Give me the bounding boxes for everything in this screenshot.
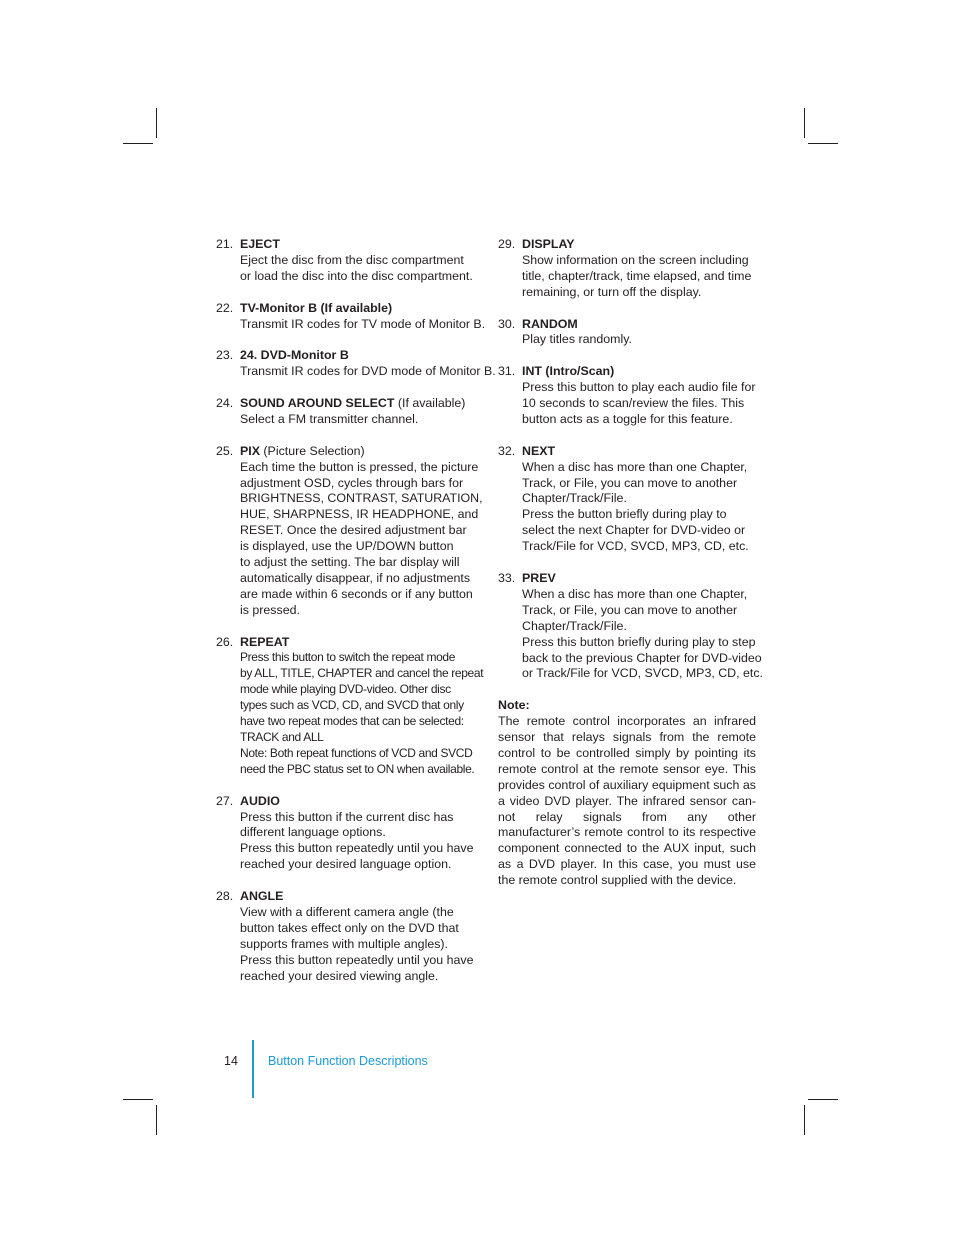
item-number: 30. <box>498 316 516 331</box>
item-description <box>216 253 492 285</box>
function-item <box>216 396 492 428</box>
function-item <box>216 889 492 984</box>
description-line: Track/File for VCD, SVCD, MP3, CD, etc. <box>522 539 749 554</box>
item-heading <box>498 571 756 587</box>
description-line: Select a FM transmitter channel. <box>240 411 419 426</box>
page-number: 14 <box>224 1054 238 1068</box>
item-title: EJECT <box>240 237 280 251</box>
function-item <box>216 794 492 874</box>
description-line: button takes effect only on the DVD that <box>240 920 459 935</box>
description-line: Each time the button is pressed, the picture <box>240 459 479 474</box>
item-description <box>216 317 492 333</box>
description-line: button acts as a toggle for this feature. <box>522 411 733 426</box>
item-heading <box>216 396 492 412</box>
description-line: different language options. <box>240 825 386 840</box>
crop-mark <box>156 108 157 138</box>
description-line: 10 seconds to scan/review the files. This <box>522 396 745 411</box>
description-line: need the PBC status set to ON when available. <box>240 761 475 776</box>
item-title: 24. DVD-Monitor B <box>240 348 349 363</box>
description-line: Play titles randomly. <box>522 332 632 347</box>
description-line: Press the button briefly during play to <box>522 507 727 522</box>
description-line: Note: Both repeat functions of VCD and SVCD <box>240 745 473 760</box>
description-line: or Track/File for VCD, SVCD, MP3, CD, etc. <box>522 666 763 681</box>
footer-divider <box>252 1040 254 1098</box>
function-item <box>216 237 492 285</box>
item-title: INT (Intro/Scan) <box>522 364 615 379</box>
item-number: 21. <box>216 237 234 251</box>
item-heading <box>216 444 492 460</box>
description-line: Press this button to play each audio file for <box>522 380 756 395</box>
item-number: 22. <box>216 300 234 315</box>
description-line: or load the disc into the disc compartment. <box>240 268 473 283</box>
description-line: Track, or File, you can move to another <box>522 475 738 490</box>
item-description <box>498 332 756 348</box>
description-line: is displayed, use the UP/DOWN button <box>240 539 454 554</box>
description-line: View with a different camera angle (the <box>240 904 454 919</box>
description-line: select the next Chapter for DVD-video or <box>522 523 746 538</box>
description-line: by ALL, TITLE, CHAPTER and cancel the repeat <box>240 666 484 681</box>
description-line: have two repeat modes that can be selected: <box>240 714 464 729</box>
item-heading <box>216 237 492 253</box>
item-heading <box>498 364 756 380</box>
item-heading <box>216 301 492 317</box>
description-line: Show information on the screen including <box>522 252 749 267</box>
function-item <box>498 317 756 349</box>
right-column <box>498 237 763 889</box>
item-description <box>498 380 756 428</box>
description-line: Transmit IR codes for DVD mode of Monitor B. <box>240 364 496 379</box>
item-title: SOUND AROUND SELECT <box>240 396 395 411</box>
function-item <box>216 444 492 619</box>
item-number: 33. <box>498 570 516 585</box>
description-line: Track, or File, you can move to another <box>522 602 738 617</box>
item-number: 32. <box>498 443 516 458</box>
description-line: Press this button to switch the repeat mode <box>240 650 456 665</box>
function-item <box>216 301 492 333</box>
note-heading: Note: <box>498 698 530 713</box>
note-block <box>498 698 756 889</box>
item-title-suffix: (If available) <box>394 396 466 411</box>
description-line: is pressed. <box>240 602 300 617</box>
description-line: When a disc has more than one Chapter, <box>522 459 748 474</box>
item-heading <box>216 794 492 810</box>
item-description <box>498 586 763 682</box>
description-line: mode while playing DVD-video. Other disc <box>240 682 451 697</box>
description-line: are made within 6 seconds or if any button <box>240 586 473 601</box>
function-item <box>216 348 496 380</box>
item-title: NEXT <box>522 443 556 458</box>
crop-mark <box>808 143 838 144</box>
note-text: The remote control incorporates an infrared sensor that relays signals from the remote control to be controlled simply by pointing its remote control at the remote sensor eye. This provides control of auxiliary equipment such as a video DVD player. The infrared sensor can-not relay signals from any other manufacturer’s remote control to its respective component connected to the AUX input, such as a DVD player. In this case, you must use the remote control supplied with the device. <box>498 714 756 888</box>
crop-mark <box>808 1099 838 1100</box>
description-line: BRIGHTNESS, CONTRAST, SATURATION, <box>240 491 483 506</box>
description-line: supports frames with multiple angles). <box>240 936 448 951</box>
function-item <box>498 444 756 555</box>
description-line: Press this button briefly during play to step <box>522 634 756 649</box>
item-title-suffix: (Picture Selection) <box>259 443 365 458</box>
item-title: AUDIO <box>240 793 280 808</box>
item-description <box>216 412 492 428</box>
function-item <box>498 237 756 301</box>
section-title: Button Function Descriptions <box>268 1054 428 1068</box>
description-line: HUE, SHARPNESS, IR HEADPHONE, and <box>240 507 479 522</box>
item-number: 28. <box>216 889 234 904</box>
item-number: 25. <box>216 443 234 458</box>
description-line: RESET. Once the desired adjustment bar <box>240 523 467 538</box>
description-line: remaining, or turn off the display. <box>522 284 702 299</box>
function-item <box>216 635 492 778</box>
item-title: ANGLE <box>240 889 284 904</box>
item-title: REPEAT <box>240 634 290 649</box>
item-description <box>498 460 756 555</box>
item-number: 29. <box>498 237 516 251</box>
item-title: RANDOM <box>522 316 578 331</box>
description-line: Chapter/Track/File. <box>522 618 627 633</box>
item-description <box>216 650 492 777</box>
description-line: types such as VCD, CD, and SVCD that only <box>240 698 464 713</box>
description-line: to adjust the setting. The bar display will <box>240 555 460 570</box>
right-items <box>498 237 763 682</box>
description-line: Eject the disc from the disc compartment <box>240 252 464 267</box>
item-number: 26. <box>216 634 234 649</box>
item-description <box>498 253 756 301</box>
description-line: adjustment OSD, cycles through bars for <box>240 475 464 490</box>
item-number: 24. <box>216 396 234 411</box>
description-line: TRACK and ALL <box>240 730 324 745</box>
item-heading <box>216 889 492 905</box>
description-line: automatically disappear, if no adjustments <box>240 570 471 585</box>
item-heading <box>216 635 492 651</box>
item-description <box>216 810 492 874</box>
crop-mark <box>123 143 153 144</box>
item-title: TV-Monitor B (If available) <box>240 300 393 315</box>
item-number: 27. <box>216 793 234 808</box>
item-title: PIX <box>240 443 260 458</box>
item-heading <box>498 237 756 253</box>
function-item <box>498 364 756 428</box>
description-line: Transmit IR codes for TV mode of Monitor B. <box>240 316 486 331</box>
item-heading <box>216 348 492 364</box>
crop-mark <box>804 1105 805 1135</box>
description-line: back to the previous Chapter for DVD-video <box>522 650 762 665</box>
item-heading <box>498 444 756 460</box>
item-number: 23. <box>216 348 234 363</box>
item-description <box>216 905 492 985</box>
item-title: PREV <box>522 570 556 585</box>
crop-mark <box>804 108 805 138</box>
item-number: 31. <box>498 364 516 379</box>
description-line: Press this button if the current disc has <box>240 809 454 824</box>
item-title: DISPLAY <box>522 237 575 251</box>
item-heading <box>498 317 756 333</box>
function-item <box>498 570 763 682</box>
item-description <box>216 460 492 619</box>
description-line: reached your desired language option. <box>240 857 452 872</box>
description-line: title, chapter/track, time elapsed, and time <box>522 268 752 283</box>
item-description <box>216 364 496 380</box>
crop-mark <box>123 1099 153 1100</box>
description-line: reached your desired viewing angle. <box>240 968 439 983</box>
crop-mark <box>156 1105 157 1135</box>
description-line: Chapter/Track/File. <box>522 491 627 506</box>
description-line: Press this button repeatedly until you have <box>240 841 474 856</box>
left-column <box>216 237 496 1000</box>
description-line: When a disc has more than one Chapter, <box>522 586 748 601</box>
description-line: Press this button repeatedly until you have <box>240 952 474 967</box>
